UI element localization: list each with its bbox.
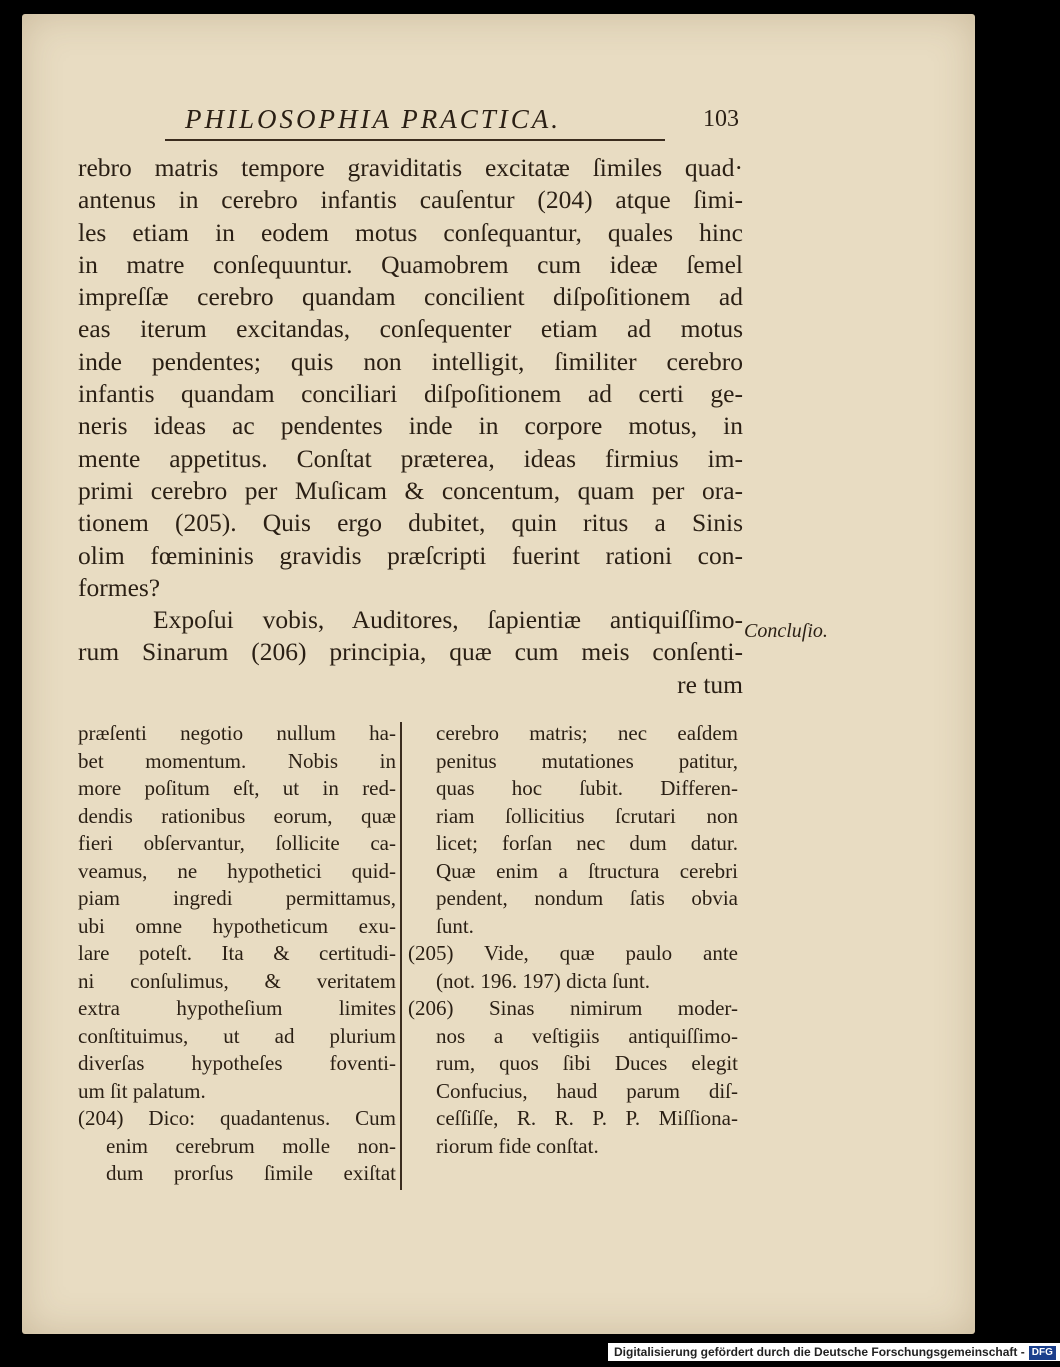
footnote-line: veamus, ne hypothetici quid- bbox=[78, 858, 396, 883]
footnotes-right-column bbox=[408, 720, 738, 1160]
text-line: mente appetitus. Conſtat præterea, ideas firmius im- bbox=[78, 443, 743, 473]
footnote-line: dendis rationibus eorum, quæ bbox=[78, 803, 396, 828]
text-line: antenus in cerebro infantis cauſentur (204) atque ſimi- bbox=[78, 185, 743, 215]
footnote-line: um ſit palatum. bbox=[78, 1078, 206, 1103]
footnote-line: (206) Sinas nimirum moder- bbox=[408, 996, 738, 1020]
footnote-line: diverſas hypotheſes foventi- bbox=[78, 1051, 396, 1075]
digitization-credit bbox=[608, 1343, 1060, 1361]
footnote-line: dum prorſus ſimile exiſtat bbox=[106, 1161, 396, 1185]
text-line: inde pendentes; quis non intelligit, ſimiliter cerebro bbox=[78, 346, 743, 376]
footnote-line: præſenti negotio nullum ha- bbox=[78, 721, 396, 745]
text-line: Expoſui vobis, Auditores, ſapientiæ antiquiſſimo- bbox=[153, 605, 743, 635]
footnote-line: enim cerebrum molle non- bbox=[106, 1133, 396, 1158]
footnote-line: licet; forſan nec dum datur. bbox=[436, 831, 738, 855]
footnote-line: fieri obſervantur, ſollicite ca- bbox=[78, 831, 396, 855]
footnote-line: ubi omne hypotheticum exu- bbox=[78, 913, 396, 938]
footnote-line: Confucius, haud parum diſ- bbox=[436, 1078, 738, 1103]
footnote-line: more poſitum eſt, ut in red- bbox=[78, 776, 396, 800]
page-number: 103 bbox=[703, 106, 739, 132]
running-title: PHILOSOPHIA PRACTICA. bbox=[185, 104, 561, 134]
footnote-line: extra hypotheſium limites bbox=[78, 996, 396, 1020]
footnote-line: (205) Vide, quæ paulo ante bbox=[408, 941, 738, 965]
footnote-line: Quæ enim a ſtructura cerebri bbox=[436, 858, 738, 883]
header-rule bbox=[165, 139, 665, 141]
footnote-line: penitus mutationes patitur, bbox=[436, 748, 738, 773]
page-header bbox=[165, 98, 765, 138]
footnote-line: pendent, nondum ſatis obvia bbox=[436, 886, 738, 910]
margin-note: Concluſio. bbox=[744, 620, 828, 642]
footnote-line: conſtituimus, ut ad plurium bbox=[78, 1023, 396, 1048]
text-line: eas iterum excitandas, conſequenter etiam ad motus bbox=[78, 314, 743, 344]
footnote-line: (not. 196. 197) dicta ſunt. bbox=[436, 968, 651, 993]
text-line: olim fœmininis gravidis præſcripti fuerint rationi con- bbox=[78, 540, 743, 570]
footnote-line: riorum fide conſtat. bbox=[436, 1133, 599, 1158]
text-line: neris ideas ac pendentes inde in corpore motus, in bbox=[78, 411, 743, 441]
main-text bbox=[78, 152, 743, 701]
text-line: infantis quandam conciliari diſpoſitionem ad certi ge- bbox=[78, 379, 743, 409]
footnotes-left-column bbox=[78, 720, 396, 1188]
column-rule bbox=[400, 722, 402, 1190]
credit-text: Digitalisierung gefördert durch die Deutsche Forschungsgemeinschaft - bbox=[614, 1345, 1025, 1359]
text-line: rum Sinarum (206) principia, quæ cum meis conſenti- bbox=[78, 637, 743, 667]
dfg-logo: DFG bbox=[1029, 1346, 1056, 1360]
footnote-line: piam ingredi permittamus, bbox=[78, 886, 396, 910]
text-line: formes? bbox=[78, 572, 161, 602]
footnote-line: ni conſulimus, & veritatem bbox=[78, 968, 396, 993]
footnote-line: quas hoc ſubit. Differen- bbox=[436, 776, 738, 800]
text-line: primi cerebro per Muſicam & concentum, quam per ora- bbox=[78, 475, 743, 505]
footnote-line: (204) Dico: quadantenus. Cum bbox=[78, 1106, 396, 1130]
text-line: les etiam in eodem motus conſequantur, quales hinc bbox=[78, 217, 743, 247]
footnote-line: lare poteſt. Ita & certitudi- bbox=[78, 941, 396, 965]
footnote-line: rum, quos ſibi Duces elegit bbox=[436, 1051, 738, 1075]
footnote-line: cerebro matris; nec eaſdem bbox=[436, 721, 738, 745]
text-line: tionem (205). Quis ergo dubitet, quin ritus a Sinis bbox=[78, 508, 743, 538]
footnote-line: nos a veſtigiis antiquiſſimo- bbox=[436, 1023, 738, 1048]
catchword: re tum bbox=[677, 669, 743, 699]
text-line: in matre conſequuntur. Quamobrem cum ideæ ſemel bbox=[78, 249, 743, 279]
footnote-line: ceſſiſſe, R. R. P. P. Miſſiona- bbox=[436, 1106, 738, 1130]
text-line: impreſſæ cerebro quandam concilient diſpoſitionem ad bbox=[78, 282, 743, 312]
footnote-line: riam ſollicitius ſcrutari non bbox=[436, 803, 738, 828]
footnote-line: ſunt. bbox=[436, 913, 474, 938]
footnote-line: bet momentum. Nobis in bbox=[78, 748, 396, 773]
text-line: rebro matris tempore graviditatis excitatæ ſimiles quad· bbox=[78, 153, 743, 182]
